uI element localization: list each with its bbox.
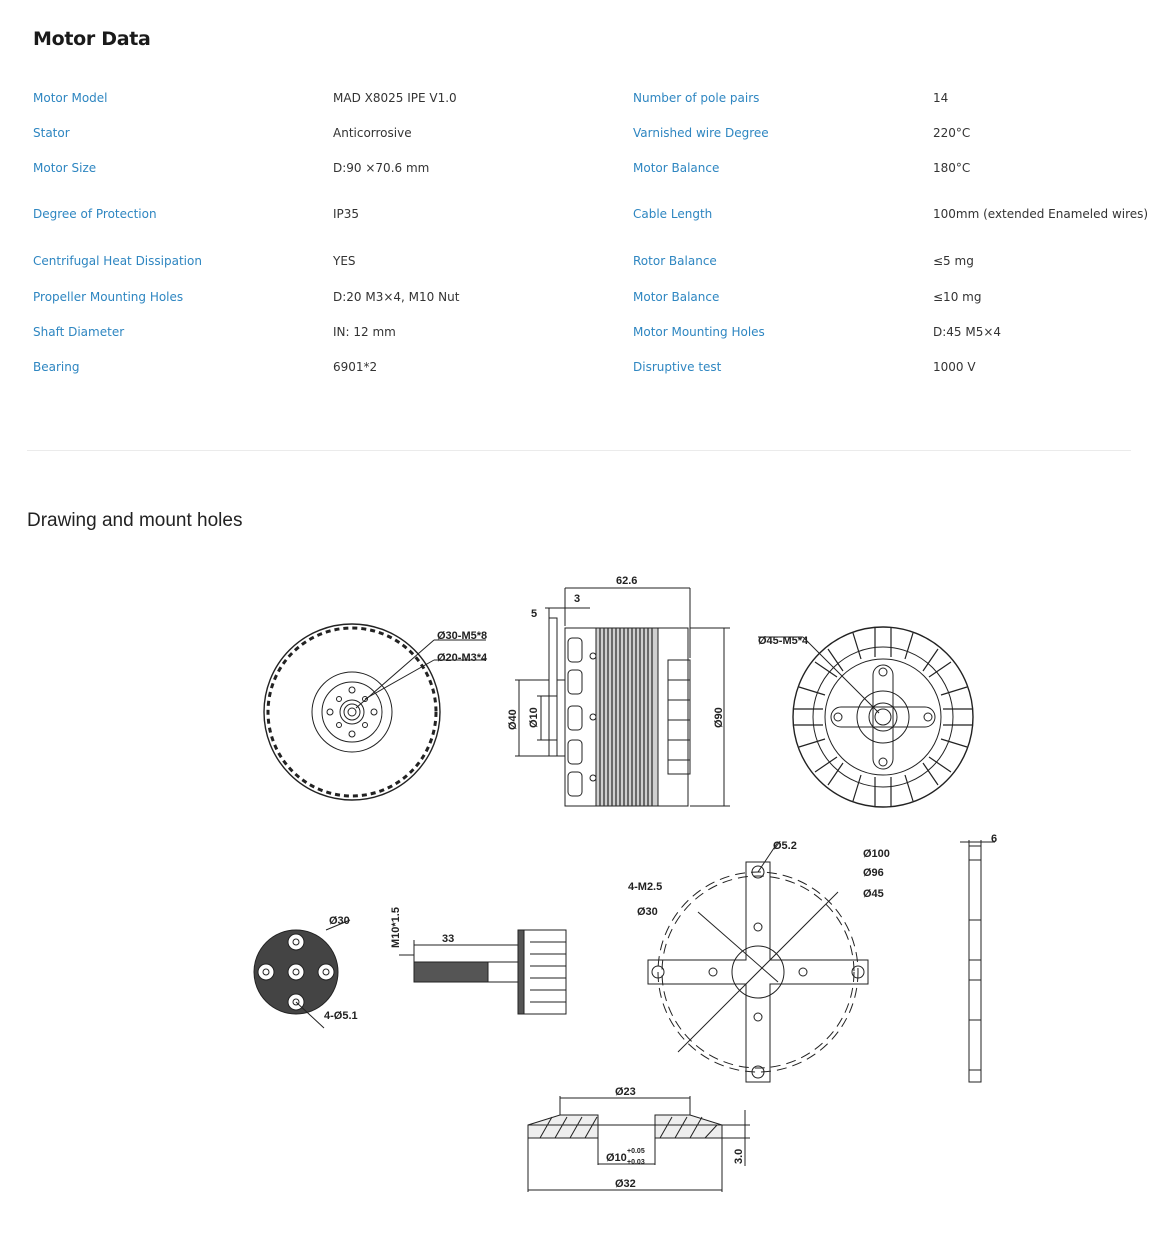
mount-cross-view: [648, 842, 868, 1082]
dim-3: 3: [574, 593, 581, 605]
spec-value-rotor-balance: ≤5 mg: [933, 254, 974, 268]
drawing-section-title: Drawing and mount holes: [27, 510, 243, 531]
dim-m10-thread: M10*1.5: [390, 907, 402, 948]
spec-value-disruptive-test: 1000 V: [933, 360, 976, 374]
spec-label-motor-balance-temp: Motor Balance: [633, 161, 720, 175]
motor-data-heading: Motor Data: [33, 28, 151, 50]
dim-4-m2-5: 4-M2.5: [628, 881, 663, 893]
dim-d30-cross: Ø30: [637, 906, 658, 918]
plate-side-view: [960, 840, 995, 1082]
spec-value-wire-degree: 220°C: [933, 126, 971, 140]
shaft-view: [399, 930, 566, 1014]
dim-d23: Ø23: [615, 1086, 636, 1098]
dim-d10: Ø10: [528, 707, 540, 728]
dim-4-d5-1: 4-Ø5.1: [324, 1010, 358, 1022]
spec-label-protection: Degree of Protection: [33, 207, 157, 221]
spec-value-motor-balance: ≤10 mg: [933, 290, 982, 304]
spec-label-wire-degree: Varnished wire Degree: [633, 126, 769, 140]
motor-technical-drawing: [0, 560, 1176, 1239]
spec-label-rotor-balance: Rotor Balance: [633, 254, 717, 268]
dim-d30-plate: Ø30: [329, 915, 350, 927]
spec-value-shaft-diameter: IN: 12 mm: [333, 325, 396, 339]
spec-value-stator: Anticorrosive: [333, 126, 412, 140]
spec-label-pole-pairs: Number of pole pairs: [633, 91, 760, 105]
spec-value-motor-model: MAD X8025 IPE V1.0: [333, 91, 457, 105]
spec-value-propeller-holes: D:20 M3×4, M10 Nut: [333, 290, 460, 304]
spacer-section-view: [528, 1096, 750, 1192]
spec-label-cable-length: Cable Length: [633, 207, 713, 221]
spec-label-heat-dissipation: Centrifugal Heat Dissipation: [33, 254, 202, 268]
spec-value-bearing: 6901*2: [333, 360, 378, 374]
dim-length-33: 33: [442, 933, 455, 945]
spec-value-motor-size: D:90 ×70.6 mm: [333, 161, 430, 175]
back-view: [758, 627, 973, 807]
dim-d32: Ø32: [615, 1178, 636, 1190]
spec-label-motor-size: Motor Size: [33, 161, 97, 175]
side-view: [515, 588, 730, 806]
dim-tolerance-upper: +0.05: [627, 1148, 645, 1155]
section-divider: [27, 450, 1131, 451]
spec-value-mounting-holes: D:45 M5×4: [933, 325, 1002, 339]
dim-thickness-6: 6: [991, 833, 998, 845]
spec-label-bearing: Bearing: [33, 360, 80, 374]
dim-d96: Ø96: [863, 867, 884, 879]
dim-d45-m5: Ø45-M5*4: [758, 635, 809, 647]
dim-d30-m5: Ø30-M5*8: [437, 630, 488, 642]
dim-length-62: 62.6: [616, 575, 638, 587]
dim-d10-bore: Ø10: [606, 1152, 627, 1164]
spec-label-shaft-diameter: Shaft Diameter: [33, 325, 125, 339]
spec-value-motor-balance-temp: 180°C: [933, 161, 971, 175]
spec-label-disruptive-test: Disruptive test: [633, 360, 722, 374]
spec-label-motor-model: Motor Model: [33, 91, 108, 105]
dim-d100: Ø100: [863, 848, 890, 860]
dim-d90: Ø90: [713, 707, 725, 728]
dim-thickness-3: 3.0: [733, 1148, 745, 1164]
spec-label-propeller-holes: Propeller Mounting Holes: [33, 290, 184, 304]
dim-d5-2: Ø5.2: [773, 840, 797, 852]
spec-label-motor-balance: Motor Balance: [633, 290, 720, 304]
spec-label-mounting-holes: Motor Mounting Holes: [633, 325, 765, 339]
dim-tolerance-lower: +0.03: [627, 1159, 645, 1166]
dim-d40: Ø40: [507, 709, 519, 730]
dim-d45: Ø45: [863, 888, 884, 900]
front-view: [264, 624, 486, 800]
spec-value-heat-dissipation: YES: [333, 254, 356, 268]
dim-5: 5: [531, 608, 538, 620]
spec-value-pole-pairs: 14: [933, 91, 949, 105]
spec-value-cable-length: 100mm (extended Enameled wires): [933, 207, 1149, 221]
dim-d20-m3: Ø20-M3*4: [437, 652, 488, 664]
spec-value-protection: IP35: [333, 207, 360, 221]
spec-label-stator: Stator: [33, 126, 70, 140]
